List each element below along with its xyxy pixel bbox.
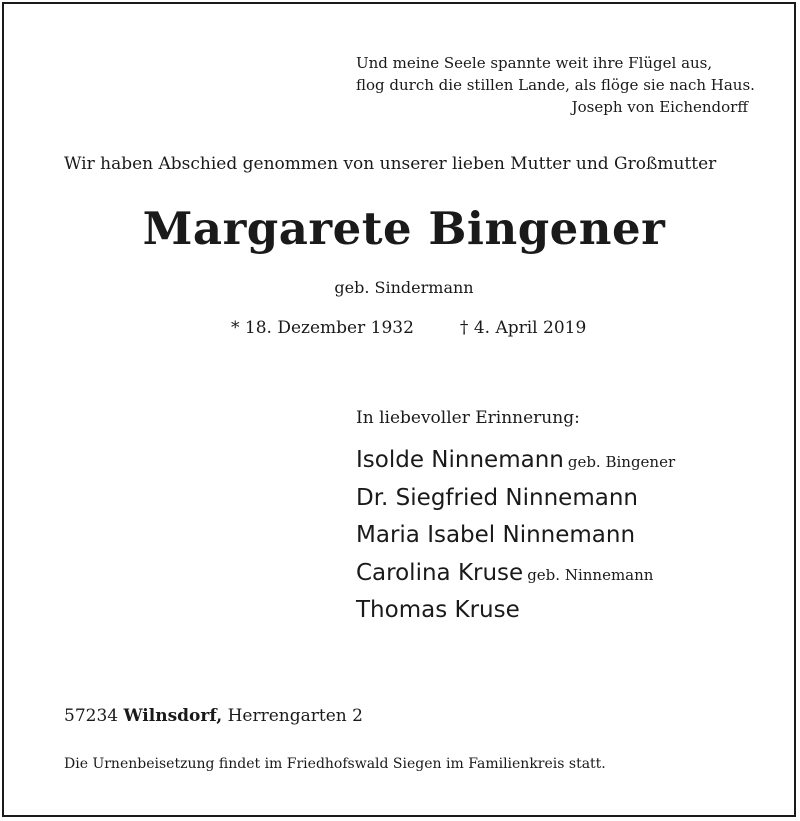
poem-line-2: flog durch die stillen Lande, als flöge sie nach Haus. <box>356 76 755 94</box>
mourner-name: Dr. Siegfried Ninnemann <box>356 484 638 511</box>
poem-quote <box>356 52 755 118</box>
birth-date: * 18. Dezember 1932 <box>231 318 414 338</box>
burial-note: Die Urnenbeisetzung findet im Friedhofswald Siegen im Familienkreis statt. <box>64 756 606 772</box>
mourner-name: Isolde Ninnemann <box>356 447 564 473</box>
mourner-note: geb. Ninnemann <box>527 565 654 584</box>
poem-author: Joseph von Eichendorff <box>571 98 748 116</box>
address-street: Herrengarten 2 <box>227 706 363 726</box>
address-zip: 57234 <box>64 706 119 726</box>
life-dates <box>231 318 586 338</box>
mourner-item <box>356 517 675 555</box>
address <box>64 706 363 726</box>
mourner-item <box>356 480 675 518</box>
mourner-item <box>356 592 675 630</box>
mourner-item <box>356 555 675 593</box>
mourners-list <box>356 442 675 630</box>
intro-text: Wir haben Abschied genommen von unserer lieben Mutter und Großmutter <box>64 154 717 174</box>
address-city: Wilnsdorf, <box>123 706 223 726</box>
mourner-note: geb. Bingener <box>567 453 676 471</box>
mourner-name: Carolina Kruse <box>356 559 524 586</box>
mourner-item <box>356 442 675 480</box>
mourner-name: Maria Isabel Ninnemann <box>356 522 636 548</box>
death-date: † 4. April 2019 <box>459 318 587 338</box>
mourner-name: Thomas Kruse <box>356 597 520 623</box>
poem-line-1: Und meine Seele spannte weit ihre Flügel aus, <box>356 54 713 72</box>
obituary-notice <box>2 2 796 817</box>
memory-label: In liebevoller Erinnerung: <box>356 408 580 428</box>
maiden-name: geb. Sindermann <box>334 278 474 297</box>
deceased-name: Margarete Bingener <box>142 202 666 255</box>
